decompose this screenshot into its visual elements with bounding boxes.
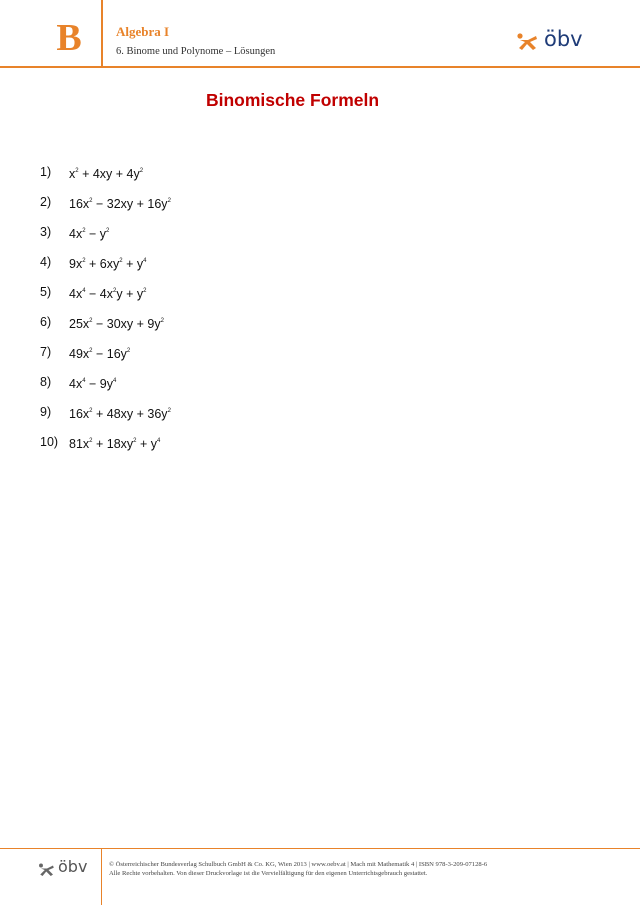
expression-term: − 32xy + 16y bbox=[92, 197, 168, 212]
solution-item bbox=[40, 403, 400, 433]
exponent: 2 bbox=[143, 288, 147, 294]
expression-term: 9x bbox=[69, 257, 83, 272]
expression-term: + y bbox=[136, 437, 157, 452]
solution-item bbox=[40, 433, 400, 463]
exponent: 4 bbox=[143, 258, 147, 264]
expression-term: − 30xy + 9y bbox=[92, 317, 161, 332]
expression-term: − 16y bbox=[92, 347, 127, 362]
solution-number: 3) bbox=[40, 225, 52, 239]
expression-term: 16x bbox=[69, 407, 90, 422]
logo-text: öbv bbox=[544, 27, 583, 51]
expression-term: + y bbox=[122, 257, 144, 272]
expression-term: − 9y bbox=[85, 377, 113, 392]
expression-term: 4x bbox=[69, 227, 83, 242]
exponent: 2 bbox=[113, 288, 117, 294]
expression-term: 49x bbox=[69, 347, 90, 362]
solutions-list bbox=[40, 163, 400, 463]
expression-term: 81x bbox=[69, 437, 90, 452]
page-header bbox=[0, 0, 640, 68]
chapter-title: 6. Binome und Polynome – Lösungen bbox=[116, 46, 276, 57]
header-divider bbox=[101, 0, 103, 67]
solution-number: 2) bbox=[40, 195, 52, 209]
solution-expression bbox=[69, 163, 143, 183]
exponent: 2 bbox=[106, 228, 110, 234]
solution-number: 8) bbox=[40, 375, 52, 389]
expression-term: − y bbox=[85, 227, 107, 242]
exponent: 2 bbox=[119, 258, 123, 264]
expression-term: + 6xy bbox=[85, 257, 120, 272]
exponent: 2 bbox=[167, 198, 171, 204]
solution-item bbox=[40, 223, 400, 253]
exponent: 4 bbox=[82, 378, 86, 384]
subject-title: Algebra I bbox=[116, 24, 170, 39]
solution-item bbox=[40, 343, 400, 373]
exponent: 2 bbox=[160, 318, 164, 324]
exponent: 2 bbox=[133, 438, 137, 444]
section-letter: B bbox=[56, 17, 82, 59]
solution-item bbox=[40, 253, 400, 283]
solution-number: 9) bbox=[40, 405, 52, 419]
expression-term: 16x bbox=[69, 197, 90, 212]
solution-expression bbox=[69, 403, 171, 423]
footer-divider bbox=[101, 849, 102, 905]
exponent: 2 bbox=[126, 348, 131, 354]
expression-term: x bbox=[69, 167, 76, 182]
solution-number: 4) bbox=[40, 255, 52, 269]
expression-term: 4x bbox=[69, 287, 83, 302]
expression-term: + 18xy bbox=[92, 437, 134, 452]
solution-expression bbox=[69, 373, 116, 393]
publisher-logo bbox=[516, 29, 596, 55]
expression-term: y + y bbox=[116, 287, 144, 302]
solution-item bbox=[40, 163, 400, 193]
footer-rule bbox=[0, 848, 640, 849]
solution-number: 7) bbox=[40, 345, 52, 359]
exponent: 2 bbox=[89, 198, 93, 204]
solution-number: 1) bbox=[40, 165, 52, 179]
exponent: 2 bbox=[75, 168, 79, 174]
solution-number: 6) bbox=[40, 315, 52, 329]
solution-expression bbox=[69, 193, 171, 213]
solution-item bbox=[40, 193, 400, 223]
footer-line-1: © Österreichischer Bundesverlag Schulbuch GmbH & Co. KG, Wien 2013 | www.oebv.at | Mach mit Mathematik 4 | ISBN 978-3-209-07128-6 bbox=[109, 861, 488, 868]
exponent: 2 bbox=[89, 318, 93, 324]
solution-expression bbox=[69, 313, 164, 333]
solution-number: 5) bbox=[40, 285, 52, 299]
solution-number: 10) bbox=[40, 435, 59, 449]
footer-line-2: Alle Rechte vorbehalten. Von dieser Druckvorlage ist die Vervielfältigung für den eigenen Unterrichtsgebrauch gestattet. bbox=[109, 870, 428, 877]
header-rule bbox=[0, 66, 640, 68]
exponent: 2 bbox=[89, 408, 93, 414]
exponent: 2 bbox=[89, 348, 93, 354]
footer-logo bbox=[38, 859, 98, 881]
expression-term: + 4xy + 4y bbox=[78, 167, 140, 182]
solution-item bbox=[40, 283, 400, 313]
exponent: 4 bbox=[157, 438, 161, 444]
exponent: 2 bbox=[139, 168, 144, 174]
exponent: 2 bbox=[167, 408, 171, 414]
expression-term: 4x bbox=[69, 377, 83, 392]
expression-term: + 48xy + 36y bbox=[92, 407, 168, 422]
solution-expression bbox=[69, 283, 146, 303]
solution-expression bbox=[69, 223, 109, 243]
exponent: 4 bbox=[113, 378, 117, 384]
exponent: 2 bbox=[82, 228, 86, 234]
solution-item bbox=[40, 313, 400, 343]
solution-expression bbox=[69, 343, 130, 363]
star-person-icon bbox=[38, 861, 56, 879]
star-person-icon bbox=[516, 30, 540, 54]
footer-logo-text: öbv bbox=[58, 857, 88, 876]
exponent: 4 bbox=[82, 288, 86, 294]
solution-expression bbox=[69, 433, 160, 453]
solution-expression bbox=[69, 253, 146, 273]
footer-copyright bbox=[109, 860, 634, 878]
expression-term: 25x bbox=[69, 317, 90, 332]
exponent: 2 bbox=[89, 438, 93, 444]
exponent: 2 bbox=[82, 258, 86, 264]
solution-item bbox=[40, 373, 400, 403]
expression-term: − 4x bbox=[85, 287, 113, 302]
page-title: Binomische Formeln bbox=[205, 90, 380, 110]
